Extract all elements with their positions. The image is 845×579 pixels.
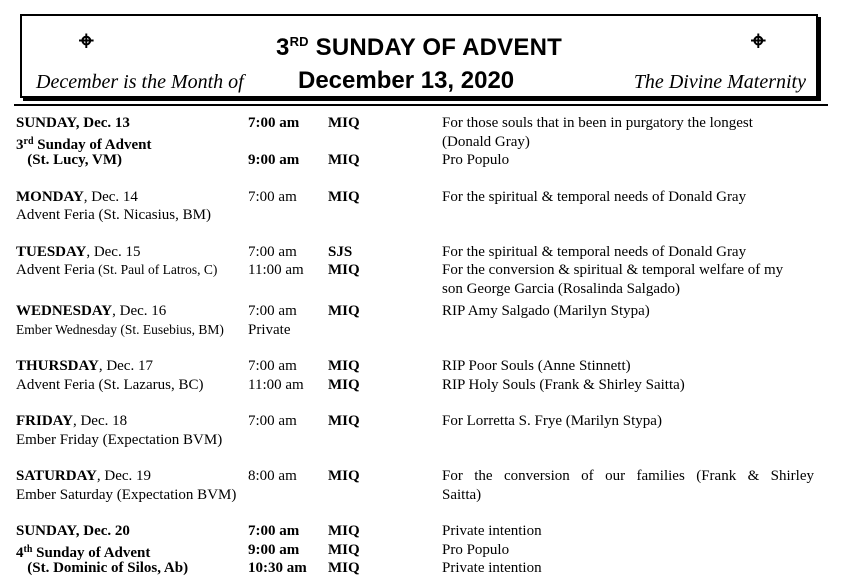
mass-intention: For the conversion & spiritual & temporal welfare of my [442, 262, 784, 278]
month-dedication-label: December is the Month of [36, 71, 244, 93]
schedule-line [16, 431, 816, 450]
mass-intention: For the conversion of our families (Frank & Shirley [442, 468, 814, 484]
schedule-line [16, 188, 816, 207]
mass-intention: For the spiritual & temporal needs of Donald Gray [442, 243, 747, 260]
feast-label: 4th Sunday of Advent [16, 543, 151, 561]
celebrant-code: MIQ [328, 303, 360, 319]
schedule-line [16, 357, 816, 376]
feast-label: Ember Friday (Expectation BVM) [16, 431, 223, 448]
schedule-line [16, 467, 816, 486]
day-block-tuesday [16, 243, 816, 299]
feast-label: Advent Feria (St. Paul of Latros, C) [16, 262, 218, 278]
bulletin-date: December 13, 2020 [298, 67, 515, 94]
schedule-line [16, 243, 816, 262]
celebrant-code: MIQ [328, 115, 360, 131]
schedule-line [16, 321, 816, 340]
day-block-saturday [16, 467, 816, 504]
celebrant-code: MIQ [328, 262, 360, 278]
mass-intention: Private intention [442, 523, 542, 539]
mass-time: 11:00 am [248, 262, 304, 278]
mass-time: 10:30 am [248, 560, 307, 576]
day-block-monday [16, 188, 816, 225]
mass-intention: RIP Holy Souls (Frank & Shirley Saitta) [442, 376, 685, 393]
mass-time: 7:00 am [248, 243, 297, 260]
mass-intention: RIP Poor Souls (Anne Stinnett) [442, 358, 631, 374]
cross-icon: ⌖ [79, 26, 94, 56]
bulletin-header [20, 14, 818, 98]
saint-label: (St. Lucy, VM) [16, 152, 122, 168]
month-dedication: The Divine Maternity [633, 71, 806, 93]
mass-time: Private [248, 321, 291, 338]
mass-time: 11:00 am [248, 376, 304, 393]
mass-time: 7:00 am [248, 523, 300, 539]
day-label: SUNDAY, Dec. 20 [16, 523, 130, 539]
schedule-line [16, 559, 816, 578]
mass-time: 9:00 am [248, 152, 300, 168]
schedule-line [16, 486, 816, 505]
schedule-line [16, 376, 816, 395]
day-block-thursday [16, 357, 816, 394]
mass-intention: For Lorretta S. Frye (Marilyn Stypa) [442, 413, 662, 429]
schedule-line [16, 261, 816, 280]
day-label: FRIDAY, Dec. 18 [16, 413, 128, 429]
day-block-sunday-dec-13 [16, 114, 816, 170]
mass-time: 7:00 am [248, 303, 297, 319]
mass-intention: Pro Populo [442, 152, 510, 168]
schedule-line [16, 302, 816, 321]
mass-schedule [16, 114, 816, 578]
day-label: THURSDAY, Dec. 17 [16, 358, 153, 374]
celebrant-code: SJS [328, 243, 353, 260]
celebrant-code: MIQ [328, 413, 360, 429]
mass-intention: Pro Populo [442, 541, 510, 558]
celebrant-code: MIQ [328, 188, 360, 205]
day-block-friday [16, 412, 816, 449]
mass-time: 8:00 am [248, 468, 297, 484]
header-divider [14, 104, 828, 106]
schedule-line [16, 522, 816, 541]
mass-intention: Saitta) [442, 486, 482, 503]
day-label: MONDAY, Dec. 14 [16, 188, 138, 205]
celebrant-code: MIQ [328, 541, 360, 558]
day-label: SUNDAY, Dec. 13 [16, 115, 130, 131]
feast-label: Ember Saturday (Expectation BVM) [16, 486, 237, 503]
day-label: SATURDAY, Dec. 19 [16, 468, 152, 484]
saint-label: (St. Dominic of Silos, Ab) [16, 560, 189, 576]
schedule-line [16, 541, 816, 560]
mass-time: 9:00 am [248, 541, 300, 558]
celebrant-code: MIQ [328, 152, 360, 168]
mass-intention: RIP Amy Salgado (Marilyn Stypa) [442, 303, 650, 319]
mass-time: 7:00 am [248, 358, 297, 374]
celebrant-code: MIQ [328, 523, 360, 539]
day-block-wednesday [16, 302, 816, 339]
feast-label: 3rd Sunday of Advent [16, 135, 152, 153]
mass-intention: (Donald Gray) [442, 133, 530, 150]
feast-label: Advent Feria (St. Nicasius, BM) [16, 207, 211, 223]
schedule-line [16, 133, 816, 152]
mass-intention: son George Garcia (Rosalinda Salgado) [442, 280, 680, 297]
celebrant-code: MIQ [328, 468, 360, 484]
mass-time: 7:00 am [248, 413, 297, 429]
mass-time: 7:00 am [248, 188, 297, 205]
schedule-line [16, 151, 816, 170]
cross-icon: ⌖ [751, 26, 766, 56]
feast-label: Ember Wednesday (St. Eusebius, BM) [16, 321, 224, 337]
mass-time: 7:00 am [248, 115, 300, 131]
schedule-line [16, 114, 816, 133]
celebrant-code: MIQ [328, 560, 360, 576]
mass-intention: For the spiritual & temporal needs of Donald Gray [442, 188, 747, 205]
feast-label: Advent Feria (St. Lazarus, BC) [16, 376, 204, 393]
schedule-line [16, 412, 816, 431]
schedule-line [16, 280, 816, 299]
page-title: 3RD SUNDAY OF ADVENT [276, 34, 562, 61]
day-label: WEDNESDAY, Dec. 16 [16, 303, 167, 319]
mass-intention: For those souls that in been in purgatory the longest [442, 115, 753, 131]
day-block-sunday-dec-20 [16, 522, 816, 578]
celebrant-code: MIQ [328, 376, 360, 393]
day-label: TUESDAY, Dec. 15 [16, 243, 141, 260]
schedule-line [16, 206, 816, 225]
mass-intention: Private intention [442, 560, 542, 576]
celebrant-code: MIQ [328, 358, 360, 374]
